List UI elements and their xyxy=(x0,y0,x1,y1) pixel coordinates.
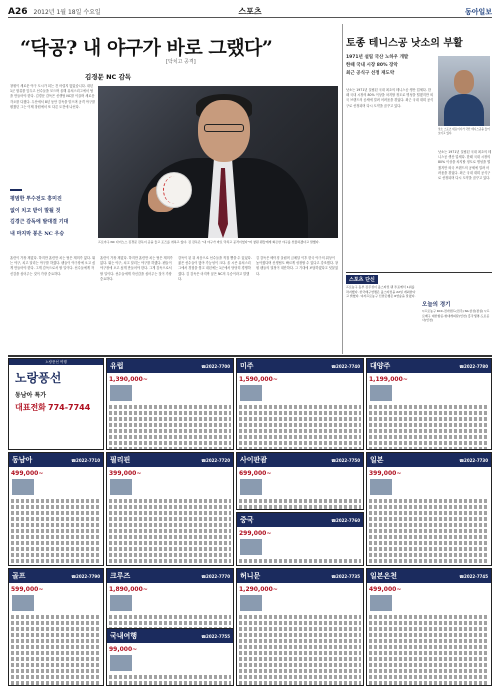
ad-block-body xyxy=(107,373,233,450)
page-header xyxy=(8,6,492,18)
ad-text-line xyxy=(239,669,361,673)
ad-block-phone: ☎2022-7790 xyxy=(71,573,100,579)
ad-text-line xyxy=(11,621,101,625)
side-headline: 토종 테니스공 낫소의 부활 xyxy=(346,38,463,49)
page-number: A26 xyxy=(8,6,28,17)
ad-text-line xyxy=(109,429,231,433)
pull-quote-line: 내 마지막 봉은 NC 우승 xyxy=(10,230,65,237)
ad-text-line xyxy=(369,621,489,625)
travel-ad-block[interactable] xyxy=(236,568,364,686)
ad-block-price: 599,000~ xyxy=(11,586,44,593)
ad-text-line xyxy=(369,429,489,433)
headline-subtitle: [닥치고 공격] xyxy=(166,59,196,65)
ad-text-line xyxy=(239,651,361,655)
ad-text-line xyxy=(239,633,361,637)
ad-block-price: 99,000~ xyxy=(109,646,138,653)
brand-package: 동남아 특가 xyxy=(15,392,47,399)
side-subhead: 최근 공식구 선정 재도약 xyxy=(346,71,395,76)
schedule-body: ▽프로농구 KCC-전자랜드(전주) SK-삼성(잠실) ▽프로배구 대한항공-현대캐피탈(인천) 흥국생명-도로공사(인천) xyxy=(422,309,490,323)
ad-block-body xyxy=(237,527,363,566)
ad-text-line xyxy=(11,663,101,667)
ad-text-line xyxy=(239,615,361,619)
ad-thumbnail xyxy=(240,539,262,555)
pull-quote-line: 김경근 감독에 발대결 기대 xyxy=(10,219,69,225)
ad-block-header xyxy=(237,453,363,467)
ad-text-line xyxy=(109,441,231,445)
sidebar-body: 프로농구 동부 김주성이 올스타전 팬 투표에서 1위를 차지했다. 한국배구연맹은 올스타전을 22일 개최한다고 밝혔다. 여자프로농구 신한은행은 6연승을 달렸다. xyxy=(346,285,416,299)
ad-text-line xyxy=(369,417,489,421)
ad-thumbnail xyxy=(240,595,262,611)
ad-text-line xyxy=(11,517,101,521)
ad-text-line xyxy=(239,639,361,643)
ad-text-line xyxy=(239,423,361,427)
ad-block-title: 동남아 xyxy=(12,456,33,464)
ad-text-line xyxy=(11,681,101,685)
ad-block-body xyxy=(9,467,103,566)
ad-text-line xyxy=(11,565,101,566)
ad-block-body xyxy=(237,467,363,510)
ad-text-line xyxy=(11,657,101,661)
ad-text-line xyxy=(369,657,489,661)
ad-text-line xyxy=(369,517,489,521)
ad-text-line xyxy=(109,499,231,503)
ad-text-line xyxy=(11,541,101,545)
ad-text-line xyxy=(369,651,489,655)
ad-text-line xyxy=(239,663,361,667)
ad-text-line xyxy=(369,523,489,527)
ad-text-line xyxy=(239,417,361,421)
ad-block-price: 1,199,000~ xyxy=(369,376,408,383)
ad-text-line xyxy=(239,657,361,661)
ad-text-line xyxy=(11,627,101,631)
ad-block-phone: ☎2022-7735 xyxy=(331,573,360,579)
ad-text-line xyxy=(11,529,101,533)
travel-ad-block[interactable] xyxy=(236,358,364,450)
article-body-col1b: 홈런이 가장 재밌다. 하지만 홈런만 치는 팀은 재미가 없다. 뛰는 야구, 치고 달리는 야구를 하겠다. 팬들이 야구장에 오고 싶게 만들어야 한다. 그게 감독으로서 할 일이다. 선수들에게 자신감을 심어주는 것이 가장 중요하다. xyxy=(10,256,96,276)
ad-text-line xyxy=(11,505,101,509)
ad-text-line xyxy=(369,633,489,637)
ad-block-title: 대양주 xyxy=(370,362,391,370)
schedule-title: 오늘의 경기 xyxy=(422,302,451,308)
ad-text-line xyxy=(369,669,489,673)
ad-block-price: 299,000~ xyxy=(239,530,272,537)
ad-thumbnail xyxy=(110,385,132,401)
ad-block-title: 유럽 xyxy=(110,362,124,370)
side-subhead: 1971년 설립 국산 노하우 개발 xyxy=(346,55,409,60)
ad-text-line xyxy=(369,553,489,557)
ad-text-line xyxy=(11,547,101,551)
ad-text-line xyxy=(369,615,489,619)
travel-ad-block[interactable] xyxy=(8,568,104,686)
ad-text-line xyxy=(109,547,231,551)
ad-block-title: 미주 xyxy=(240,362,254,370)
ad-thumbnail xyxy=(12,479,34,495)
ad-block-price: 399,000~ xyxy=(109,470,142,477)
ad-thumbnail xyxy=(110,595,132,611)
ad-block-body xyxy=(237,583,363,686)
article-body-col1: 창원이 새로운 야구 도시가 되는 건 어렵지 않았습니다. 내년 1군 합류를 앞두고 선수들을 모으며 올해 퓨처스리그에서 팀을 만들어야 한다. 김경문 감독은 신생팀 NC를 이끌며 새로운 각오를 다졌다. 두산에서 8년 동안 감독을 맡으며 공격 야구를 펼쳤던 그는 이제 창원에서 또 다른 도전에 나선다. xyxy=(10,84,96,109)
ad-text-line xyxy=(239,565,361,566)
ad-block-title: 크루즈 xyxy=(110,572,131,580)
ad-text-line xyxy=(369,405,489,409)
ad-text-line xyxy=(109,423,231,427)
ad-text-line xyxy=(11,645,101,649)
ad-text-line xyxy=(109,435,231,439)
ad-block-price: 1,890,000~ xyxy=(109,586,148,593)
ad-block-phone: ☎2022-7750 xyxy=(331,457,360,463)
ad-block-phone: ☎2022-7770 xyxy=(201,573,230,579)
ad-text-line xyxy=(239,411,361,415)
article-body-col3: 감독이 된 뒤 처음으로 선수들을 직접 뽑을 수 있었다. 젊은 선수들이 많아 가능성이 크다. 올 시즌 퓨처스리그에서 경험을 쌓고 내년에는 1군에서 당당히 경쟁하겠다. 김 감독은 마지막 꿈은 NC의 우승이라고 말했다. xyxy=(178,256,252,281)
ad-text-line xyxy=(369,559,489,563)
ad-text-line xyxy=(11,511,101,515)
travel-ad-block[interactable] xyxy=(236,452,364,510)
ad-text-line xyxy=(369,681,489,685)
travel-ad-block[interactable] xyxy=(366,568,492,686)
ad-text-line xyxy=(369,675,489,679)
travel-ad-block[interactable] xyxy=(236,512,364,566)
ad-block-header xyxy=(237,513,363,527)
ad-block-phone: ☎2022-7720 xyxy=(201,457,230,463)
side-article-body-col2: 낫소는 1971년 설립된 국내 최초의 테니스공 생산 업체다. 한때 국내 시장의 80% 이상을 차지할 정도로 명성을 떨쳤지만 외국 브랜드의 공세에 밀려 어려움을 겪었다. 최근 국내 대회 공식구로 선정되며 다시 도약을 꿈꾸고 있다. xyxy=(438,150,492,181)
ad-block-header xyxy=(9,569,103,583)
main-headline: “닥공? 내 야구가 바로 그랬다” xyxy=(20,37,273,59)
ad-thumbnail xyxy=(370,595,392,611)
ad-text-line xyxy=(109,615,231,619)
ad-thumbnail xyxy=(12,595,34,611)
ad-block-price: 499,000~ xyxy=(11,470,44,477)
ad-block-phone: ☎2022-7760 xyxy=(331,517,360,523)
ad-text-line xyxy=(239,559,361,563)
ad-text-line xyxy=(109,621,231,625)
photo-caption: 프로야구 NC 다이노스 김경문 감독이 공을 들고 포즈를 취하고 있다. 김 감독은 “내 야구가 바로 닥치고 공격이었다”며 창원 팬들에게 화끈한 야구를 선물하겠다고 말했다. xyxy=(98,240,320,244)
newspaper-name: 동아일보 xyxy=(464,7,492,16)
ad-text-line xyxy=(239,405,361,409)
ad-text-line xyxy=(369,447,489,450)
ad-block-phone: ☎2022-7700 xyxy=(201,363,230,369)
article-byline: 김경문 NC 감독 xyxy=(85,73,132,81)
ad-text-line xyxy=(11,535,101,539)
ad-block-header xyxy=(237,569,363,583)
ad-thumbnail xyxy=(110,655,132,671)
brand-ad-band: 노랑풍선 여행 xyxy=(9,359,103,365)
ad-thumbnail xyxy=(370,385,392,401)
sidebar-divider xyxy=(346,272,492,273)
baseball-icon xyxy=(156,172,192,208)
ad-block-title: 일본온천 xyxy=(370,572,398,580)
ad-text-line xyxy=(11,499,101,503)
brand-ad[interactable] xyxy=(8,358,104,450)
ad-text-line xyxy=(11,559,101,563)
ad-text-line xyxy=(369,505,489,509)
ad-text-line xyxy=(369,541,489,545)
ad-block-title: 중국 xyxy=(240,516,254,524)
ad-text-line xyxy=(109,559,231,563)
ad-text-line xyxy=(369,565,489,566)
ad-text-line xyxy=(369,627,489,631)
side-article-body: 낫소는 1971년 설립된 국내 최초의 테니스공 생산 업체다. 한때 국내 시장의 80% 이상을 차지할 정도로 명성을 떨쳤지만 외국 브랜드의 공세에 밀려 어려움을 겪었다. 최근 국내 대회 공식구로 선정되며 다시 도약을 꿈꾸고 있다. xyxy=(346,88,434,108)
ad-text-line xyxy=(369,499,489,503)
travel-ad-block[interactable] xyxy=(366,358,492,450)
ad-block-phone: ☎2022-7710 xyxy=(71,457,100,463)
ad-block-title: 사이판괌 xyxy=(240,456,268,464)
ad-text-line xyxy=(11,639,101,643)
brand-logo: 노랑풍선 xyxy=(15,371,62,385)
section-title: 스포츠 xyxy=(238,7,262,16)
ad-text-line xyxy=(11,669,101,673)
issue-date: 2012년 1월 18일 수요일 xyxy=(33,9,101,16)
ad-text-line xyxy=(109,529,231,533)
ad-thumbnail xyxy=(240,385,262,401)
ad-text-line xyxy=(369,639,489,643)
ad-block-header xyxy=(367,453,491,467)
ad-text-line xyxy=(11,651,101,655)
pull-quote-line: 없이 치고 받이 말될 것 xyxy=(10,207,61,214)
ad-block-price: 1,590,000~ xyxy=(239,376,278,383)
ad-thumbnail xyxy=(370,479,392,495)
ad-text-line xyxy=(369,441,489,445)
ad-text-line xyxy=(369,663,489,667)
ad-text-line xyxy=(239,435,361,439)
ad-text-line xyxy=(369,529,489,533)
brand-phone-number: 774-7744 xyxy=(48,403,91,412)
ad-block-price: 699,000~ xyxy=(239,470,272,477)
ad-block-price: 399,000~ xyxy=(369,470,402,477)
ad-block-phone: ☎2022-7740 xyxy=(331,363,360,369)
ad-block-phone: ☎2022-7730 xyxy=(459,457,488,463)
ad-block-body xyxy=(9,583,103,686)
ad-text-line xyxy=(109,417,231,421)
ad-block-price: 499,000~ xyxy=(369,586,402,593)
ad-text-line xyxy=(239,675,361,679)
article-body-col4: 김 감독은 베이징 올림픽 금메달 이후 한국 야구의 위상이 높아졌다며 신생팀도 빠르게 성장할 수 있다고 강조했다. 창원 팬들의 열정이 대단하다. 그 기대에 보답하겠다고 덧붙였다. xyxy=(256,256,338,276)
ad-block-header xyxy=(367,359,491,373)
ad-text-line xyxy=(239,627,361,631)
ad-block-header xyxy=(107,453,233,467)
ad-block-title: 필리핀 xyxy=(110,456,131,464)
ad-text-line xyxy=(369,511,489,515)
ad-block-header xyxy=(237,359,363,373)
ad-text-line xyxy=(239,429,361,433)
pull-quote-line: 평범한 투수전도 흥미진 xyxy=(10,196,62,202)
travel-ad-block[interactable] xyxy=(366,452,492,566)
ad-text-line xyxy=(109,565,231,566)
ad-text-line xyxy=(109,505,231,509)
ad-text-line xyxy=(109,517,231,521)
ad-block-body xyxy=(367,583,491,686)
travel-ad-block[interactable] xyxy=(8,452,104,566)
advertisement-section xyxy=(8,358,492,688)
ad-text-line xyxy=(239,621,361,625)
ad-block-body xyxy=(107,467,233,566)
ad-block-price: 1,390,000~ xyxy=(109,376,148,383)
ad-text-line xyxy=(239,499,361,503)
ad-block-body xyxy=(237,373,363,450)
ad-text-line xyxy=(109,411,231,415)
ad-thumbnail xyxy=(110,479,132,495)
ad-text-line xyxy=(239,645,361,649)
ad-text-line xyxy=(11,615,101,619)
article-photo xyxy=(98,86,338,238)
ad-block-body xyxy=(367,467,491,566)
ad-text-line xyxy=(109,541,231,545)
travel-ad-block[interactable] xyxy=(106,452,234,566)
ad-block-phone: ☎2022-7745 xyxy=(459,573,488,579)
ad-block-body xyxy=(367,373,491,450)
column-divider xyxy=(342,24,343,354)
ad-text-line xyxy=(369,547,489,551)
ad-text-line xyxy=(369,535,489,539)
ad-block-title: 골프 xyxy=(12,572,26,580)
ad-text-line xyxy=(369,435,489,439)
ad-block-header xyxy=(367,569,491,583)
side-photo-caption: 낫소 스포츠 대표이사가 국산 테니스공을 들어 보이고 있다. xyxy=(438,128,490,135)
ad-thumbnail xyxy=(240,479,262,495)
ad-block-header xyxy=(107,629,233,643)
ad-block-price: 1,290,000~ xyxy=(239,586,278,593)
ad-text-line xyxy=(109,675,231,679)
ad-block-title: 국내여행 xyxy=(110,632,138,640)
ad-block-phone: ☎2022-7755 xyxy=(201,633,230,639)
ad-text-line xyxy=(11,633,101,637)
ad-block-body xyxy=(107,643,233,686)
ad-text-line xyxy=(109,523,231,527)
ad-text-line xyxy=(109,681,231,685)
ad-block-header xyxy=(9,453,103,467)
ad-text-line xyxy=(109,405,231,409)
travel-ad-block[interactable] xyxy=(106,358,234,450)
ad-text-line xyxy=(109,535,231,539)
ad-block-title: 일본 xyxy=(370,456,384,464)
brand-phone-label: 대표전화 xyxy=(15,403,46,412)
sidebar-title: 스포츠 단신 xyxy=(346,275,378,284)
travel-ad-block[interactable] xyxy=(106,628,234,686)
ad-text-line xyxy=(239,681,361,685)
ad-text-line xyxy=(239,505,361,509)
pull-quote-bar xyxy=(10,189,22,191)
ad-text-line xyxy=(11,675,101,679)
ad-text-line xyxy=(109,511,231,515)
ad-text-line xyxy=(369,423,489,427)
ad-text-line xyxy=(11,523,101,527)
ad-text-line xyxy=(369,645,489,649)
article-body-col2: 홈런이 가장 재밌다. 하지만 홈런만 치는 팀은 재미가 없다. 뛰는 야구, 치고 달리는 야구를 하겠다. 팬들이 야구장에 오고 싶게 만들어야 한다. 그게 감독으로서 할 일이다. 선수들에게 자신감을 심어주는 것이 가장 중요하다. xyxy=(100,256,173,281)
brand-phone xyxy=(15,402,97,413)
ad-text-line xyxy=(109,553,231,557)
ad-text-line xyxy=(109,447,231,450)
ad-block-title: 허니문 xyxy=(240,572,261,580)
ad-block-header xyxy=(107,359,233,373)
side-subheads xyxy=(346,54,436,78)
side-article-photo xyxy=(438,56,490,126)
ad-text-line xyxy=(239,447,361,450)
side-subhead: 한때 국내 시장 80% 장악 xyxy=(346,63,398,68)
ad-text-line xyxy=(11,553,101,557)
ad-block-header xyxy=(107,569,233,583)
pull-quote xyxy=(10,189,96,242)
ad-text-line xyxy=(239,441,361,445)
ad-text-line xyxy=(369,411,489,415)
ad-section-divider xyxy=(8,355,492,357)
ad-block-phone: ☎2022-7780 xyxy=(459,363,488,369)
